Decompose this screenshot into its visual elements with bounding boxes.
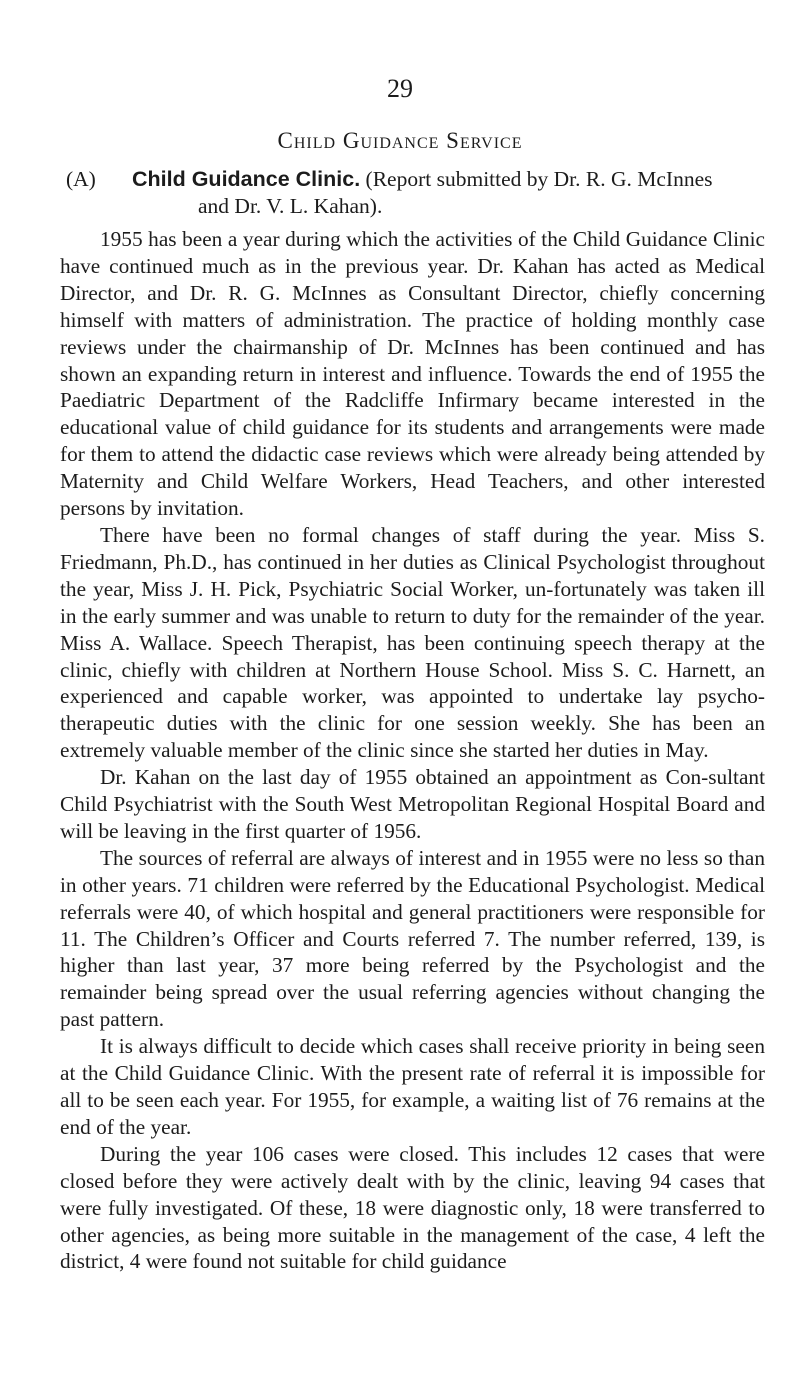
section-label: (A) [66,167,96,191]
report-attribution-line-2: and Dr. V. L. Kahan). [198,194,383,218]
paragraph-staff: There have been no formal changes of staff during the year. Miss S. Friedmann, Ph.D., has continued in her duties as Clinical Psychologist throughout the year, Miss J. H. Pick, Psychiatric Social Worker, un-fortunately was taken ill in the early summer and was unable to return to duty for the remainder of the year. Miss A. Wallace. Speech Therapist, has been continuing speech therapy at the clinic, chiefly with children at Northern House School. Miss S. C. Harnett, an experienced and capable worker, was appointed to undertake lay psycho-therapeutic duties with the clinic for one session weekly. She has been an extremely valuable member of the clinic since she started her duties in May. [60,522,765,763]
paragraph-closed-cases: During the year 106 cases were closed. This includes 12 cases that were closed before they were actively dealt with by the clinic, leaving 94 cases that were fully investigated. Of these, 18 were diagnostic only, 18 were transferred to other agencies, as being more suitable in the management of the case, 4 left the district, 4 were found not suitable for child guidance [60,1141,765,1274]
report-subheading [66,166,756,220]
section-title: Child Guidance Clinic. [132,167,361,191]
paragraph-priority: It is always difficult to decide which cases shall receive priority in being seen at the Child Guidance Clinic. With the present rate of referral it is impossible for all to be seen each year. For 1955, for example, a waiting list of 76 remains at the end of the year. [60,1034,765,1139]
paragraph-referrals: The sources of referral are always of interest and in 1955 were no less so than in other years. 71 children were referred by the Educational Psychologist. Medical referrals were 40, of which hospital and general practitioners were responsible for 11. The Children’s Officer and Courts referred 7. The number referred, 139, is higher than last year, 37 more being referred by the Psychologist and the remainder being spread over the usual referring agencies without changing the past pattern. [60,845,765,1032]
subheading-line-1 [66,166,756,193]
page-number: 29 [387,74,413,103]
section-heading: Child Guidance Service [277,128,523,153]
paragraph-activities: 1955 has been a year during which the activities of the Child Guidance Clinic have continued much as in the previous year. Dr. Kahan has acted as Medical Director, and Dr. R. G. McInnes as Consultant Director, chiefly concerning himself with matters of administration. The practice of holding monthly case reviews under the chairmanship of Dr. McInnes has been continued and has shown an expanding return in interest and influence. Towards the end of 1955 the Paediatric Department of the Radcliffe Infirmary became interested in the educational value of child guidance for its students and arrangements were made for them to attend the didactic case reviews which were already being attended by Maternity and Child Welfare Workers, Head Teachers, and other interested persons by invitation. [60,227,765,521]
body-text [60,226,765,1275]
paragraph-appointment: Dr. Kahan on the last day of 1955 obtained an appointment as Con-sultant Child Psychiatrist with the South West Metropolitan Regional Hospital Board and will be leaving in the first quarter of 1956. [60,765,765,843]
report-attribution-line-1: (Report submitted by Dr. R. G. McInnes [365,167,713,191]
